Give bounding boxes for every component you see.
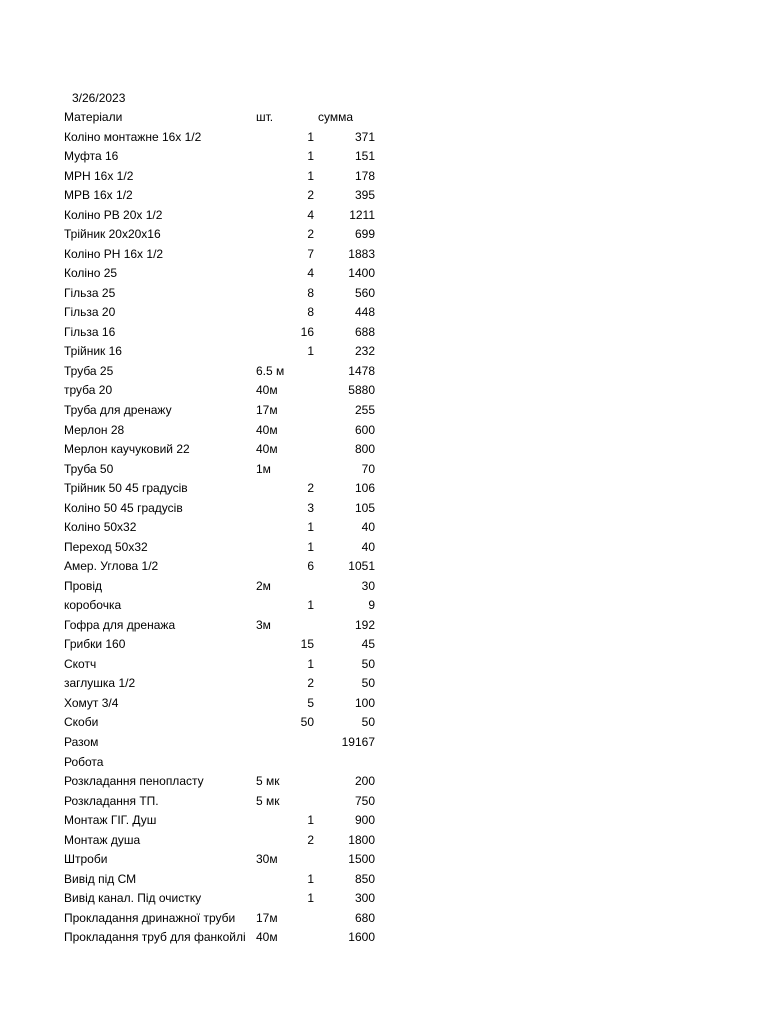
- table-row: [0, 128, 400, 148]
- table-row: [0, 792, 400, 812]
- table-row: [0, 147, 400, 167]
- table-row: [0, 440, 400, 460]
- table-row: [0, 538, 400, 558]
- sum-cell: 40: [361, 520, 375, 535]
- sum-cell: 395: [354, 188, 375, 203]
- sum-cell: 50: [361, 715, 375, 730]
- sum-cell: 448: [354, 305, 375, 320]
- item-name-cell: Труба для дренажу: [64, 402, 172, 417]
- sum-cell: 1400: [348, 266, 375, 281]
- sum-cell: 800: [354, 442, 375, 456]
- sum-cell: 1211: [349, 207, 375, 222]
- sum-cell: 178: [354, 168, 375, 183]
- table-row: [0, 850, 400, 870]
- table-row: [0, 401, 400, 421]
- item-name-cell: Розкладання пенопласту: [64, 774, 204, 788]
- item-name-cell: Разом: [64, 734, 99, 749]
- item-name-cell: Труба 25: [64, 363, 114, 378]
- sum-cell: 9: [368, 598, 375, 613]
- qty-cell: 1: [307, 813, 314, 828]
- unit-cell: 17м: [256, 910, 278, 925]
- table-row: [0, 635, 400, 655]
- item-name-cell: Гільза 20: [64, 305, 116, 320]
- qty-cell: [280, 381, 314, 401]
- unit-cell: 1м: [256, 461, 271, 476]
- sum-cell: 70: [361, 461, 375, 476]
- item-name-cell: Грибки 160: [64, 637, 126, 652]
- qty-cell: 5: [307, 695, 314, 710]
- qty-cell: [280, 753, 314, 773]
- table-row: [0, 928, 400, 948]
- sum-cell: 45: [361, 637, 375, 652]
- qty-cell: 15: [300, 637, 314, 652]
- sum-cell: 255: [354, 402, 375, 417]
- qty-cell: 4: [307, 207, 314, 222]
- qty-cell: [280, 440, 314, 460]
- table-row: [0, 557, 400, 577]
- sum-cell: 40: [361, 539, 375, 554]
- table-row: [0, 381, 400, 401]
- qty-cell: 1: [307, 598, 314, 613]
- item-name-cell: Коліно РН 16х 1/2: [64, 246, 164, 261]
- table-row: [0, 733, 400, 753]
- sum-cell: 106: [354, 481, 375, 495]
- table-row: [0, 362, 400, 382]
- unit-cell: 40м: [256, 422, 278, 437]
- sum-cell: 192: [354, 617, 375, 632]
- table-row: [0, 206, 400, 226]
- qty-cell: 1: [307, 129, 314, 144]
- qty-cell: [280, 772, 314, 792]
- unit-cell: 3м: [256, 617, 271, 632]
- table-row: [0, 577, 400, 597]
- table-row: [0, 245, 400, 265]
- table-row: [0, 596, 400, 616]
- item-name-cell: Розкладання ТП.: [64, 793, 159, 808]
- item-name-cell: коробочка: [64, 598, 122, 613]
- qty-cell: [280, 362, 314, 382]
- table-row: [0, 772, 400, 792]
- unit-cell: 6.5 м: [256, 363, 285, 378]
- sum-cell: 699: [354, 227, 375, 242]
- sum-cell: 688: [354, 324, 375, 339]
- qty-cell: 1: [307, 149, 314, 163]
- qty-cell: 50: [300, 715, 314, 730]
- item-name-cell: Монтаж душа: [64, 832, 141, 847]
- table-row: [0, 186, 400, 206]
- table-row: [0, 264, 400, 284]
- item-name-cell: Скоби: [64, 715, 99, 730]
- sum-cell: 850: [354, 871, 375, 886]
- unit-cell: 40м: [256, 930, 278, 945]
- qty-cell: 2: [307, 481, 314, 495]
- table-row: [0, 303, 400, 323]
- sum-cell: 50: [361, 676, 375, 691]
- sum-cell: 30: [361, 578, 375, 593]
- unit-cell: 5 мк: [256, 774, 280, 788]
- unit-cell: 30м: [256, 852, 278, 867]
- sum-cell: 1600: [348, 930, 375, 945]
- qty-cell: 1: [307, 520, 314, 535]
- table-row: [0, 616, 400, 636]
- unit-cell: 40м: [256, 383, 278, 398]
- qty-cell: [280, 733, 314, 753]
- qty-cell: 2: [307, 832, 314, 847]
- item-name-cell: МРН 16х 1/2: [64, 168, 134, 183]
- sum-cell: 5880: [348, 383, 375, 398]
- sum-cell: 151: [354, 149, 375, 163]
- item-name-cell: Переход 50х32: [64, 539, 148, 554]
- sum-cell: 1051: [348, 559, 375, 574]
- table-row: [0, 674, 400, 694]
- qty-cell: 1: [307, 539, 314, 554]
- sum-cell: 1478: [348, 363, 375, 378]
- table-row: [0, 518, 400, 538]
- table-row: [0, 421, 400, 441]
- table-row: [0, 909, 400, 929]
- qty-cell: [280, 850, 314, 870]
- item-name-cell: труба 20: [64, 383, 113, 398]
- item-name-cell: Вивід під СМ: [64, 871, 137, 886]
- qty-cell: 1: [307, 871, 314, 886]
- table-row: [0, 694, 400, 714]
- item-name-cell: Муфта 16: [64, 149, 119, 163]
- sum-cell: 1500: [348, 852, 375, 867]
- qty-cell: 8: [307, 305, 314, 320]
- sum-cell: 105: [354, 500, 375, 515]
- sum-cell: 371: [354, 129, 375, 144]
- date-cell: 3/26/2023: [72, 91, 126, 105]
- item-name-cell: Амер. Углова 1/2: [64, 559, 159, 574]
- qty-cell: 2: [307, 188, 314, 203]
- item-name-cell: Коліно 50х32: [64, 520, 137, 535]
- item-name-cell: Мерлон 28: [64, 422, 125, 437]
- sum-cell: 680: [354, 910, 375, 925]
- qty-cell: [280, 401, 314, 421]
- sum-cell: 750: [354, 793, 375, 808]
- item-name-cell: Монтаж ГІГ. Душ: [64, 813, 157, 828]
- header-materials: Матеріали: [64, 110, 123, 124]
- item-name-cell: Коліно 50 45 градусів: [64, 500, 183, 515]
- sum-cell: 19167: [341, 734, 375, 749]
- qty-cell: 1: [307, 344, 314, 359]
- unit-cell: 40м: [256, 442, 278, 456]
- qty-cell: [280, 460, 314, 480]
- table-row: [0, 479, 400, 499]
- qty-cell: 1: [307, 891, 314, 906]
- table-row: [0, 811, 400, 831]
- item-name-cell: заглушка 1/2: [64, 676, 136, 691]
- table-row: [0, 284, 400, 304]
- item-name-cell: Гільза 16: [64, 324, 116, 339]
- item-name-cell: Штроби: [64, 852, 108, 867]
- unit-cell: 2м: [256, 578, 271, 593]
- sum-cell: 200: [354, 774, 375, 788]
- qty-cell: 3: [307, 500, 314, 515]
- sum-cell: 300: [354, 891, 375, 906]
- table-row: [0, 460, 400, 480]
- unit-cell: 5 мк: [256, 793, 280, 808]
- item-name-cell: Провід: [64, 578, 103, 593]
- item-name-cell: Мерлон каучуковий 22: [64, 442, 190, 456]
- qty-cell: 1: [307, 656, 314, 671]
- item-name-cell: Трійник 50 45 градусів: [64, 481, 188, 495]
- qty-cell: [280, 928, 314, 948]
- sum-cell: 1883: [348, 246, 375, 261]
- item-name-cell: Прокладання дринажної труби: [64, 910, 236, 925]
- qty-cell: [280, 577, 314, 597]
- item-name-cell: Коліно монтажне 16х 1/2: [64, 129, 202, 144]
- sum-cell: 232: [354, 344, 375, 359]
- item-name-cell: Коліно 25: [64, 266, 118, 281]
- sum-cell: [320, 753, 375, 773]
- qty-cell: [280, 909, 314, 929]
- item-name-cell: Робота: [64, 754, 104, 769]
- item-name-cell: МРВ 16х 1/2: [64, 188, 133, 203]
- item-name-cell: Гофра для дренажа: [64, 617, 176, 632]
- qty-cell: 7: [307, 246, 314, 261]
- table-row: [0, 342, 400, 362]
- qty-cell: 2: [307, 227, 314, 242]
- qty-cell: [280, 616, 314, 636]
- item-name-cell: Гільза 25: [64, 285, 116, 300]
- qty-cell: 2: [307, 676, 314, 691]
- header-unit: шт.: [256, 110, 274, 124]
- sum-cell: 1800: [348, 832, 375, 847]
- item-name-cell: Скотч: [64, 656, 97, 671]
- header-sum: сумма: [318, 110, 354, 124]
- table-row: [0, 225, 400, 245]
- qty-cell: 6: [307, 559, 314, 574]
- qty-cell: 1: [307, 168, 314, 183]
- table-row: [0, 889, 400, 909]
- qty-cell: [280, 792, 314, 812]
- sum-cell: 50: [361, 656, 375, 671]
- table-row: [0, 753, 400, 773]
- table-row: [0, 655, 400, 675]
- table-row: [0, 713, 400, 733]
- item-name-cell: Труба 50: [64, 461, 114, 476]
- unit-cell: 17м: [256, 402, 278, 417]
- qty-cell: 16: [300, 324, 314, 339]
- qty-cell: 8: [307, 285, 314, 300]
- item-name-cell: Трійник 20х20х16: [64, 227, 161, 242]
- qty-cell: 4: [307, 266, 314, 281]
- table-row: [0, 323, 400, 343]
- table-row: [0, 499, 400, 519]
- item-name-cell: Трійник 16: [64, 344, 122, 359]
- sum-cell: 560: [354, 285, 375, 300]
- item-name-cell: Вивід канал. Під очистку: [64, 891, 202, 906]
- sum-cell: 900: [354, 813, 375, 828]
- table-row: [0, 167, 400, 187]
- sum-cell: 600: [354, 422, 375, 437]
- item-name-cell: Хомут 3/4: [64, 695, 119, 710]
- item-name-cell: Прокладання труб для фанкойлі: [64, 930, 246, 945]
- table-row: [0, 831, 400, 851]
- qty-cell: [280, 421, 314, 441]
- item-name-cell: Коліно РВ 20х 1/2: [64, 207, 163, 222]
- sum-cell: 100: [354, 695, 375, 710]
- table-row: [0, 870, 400, 890]
